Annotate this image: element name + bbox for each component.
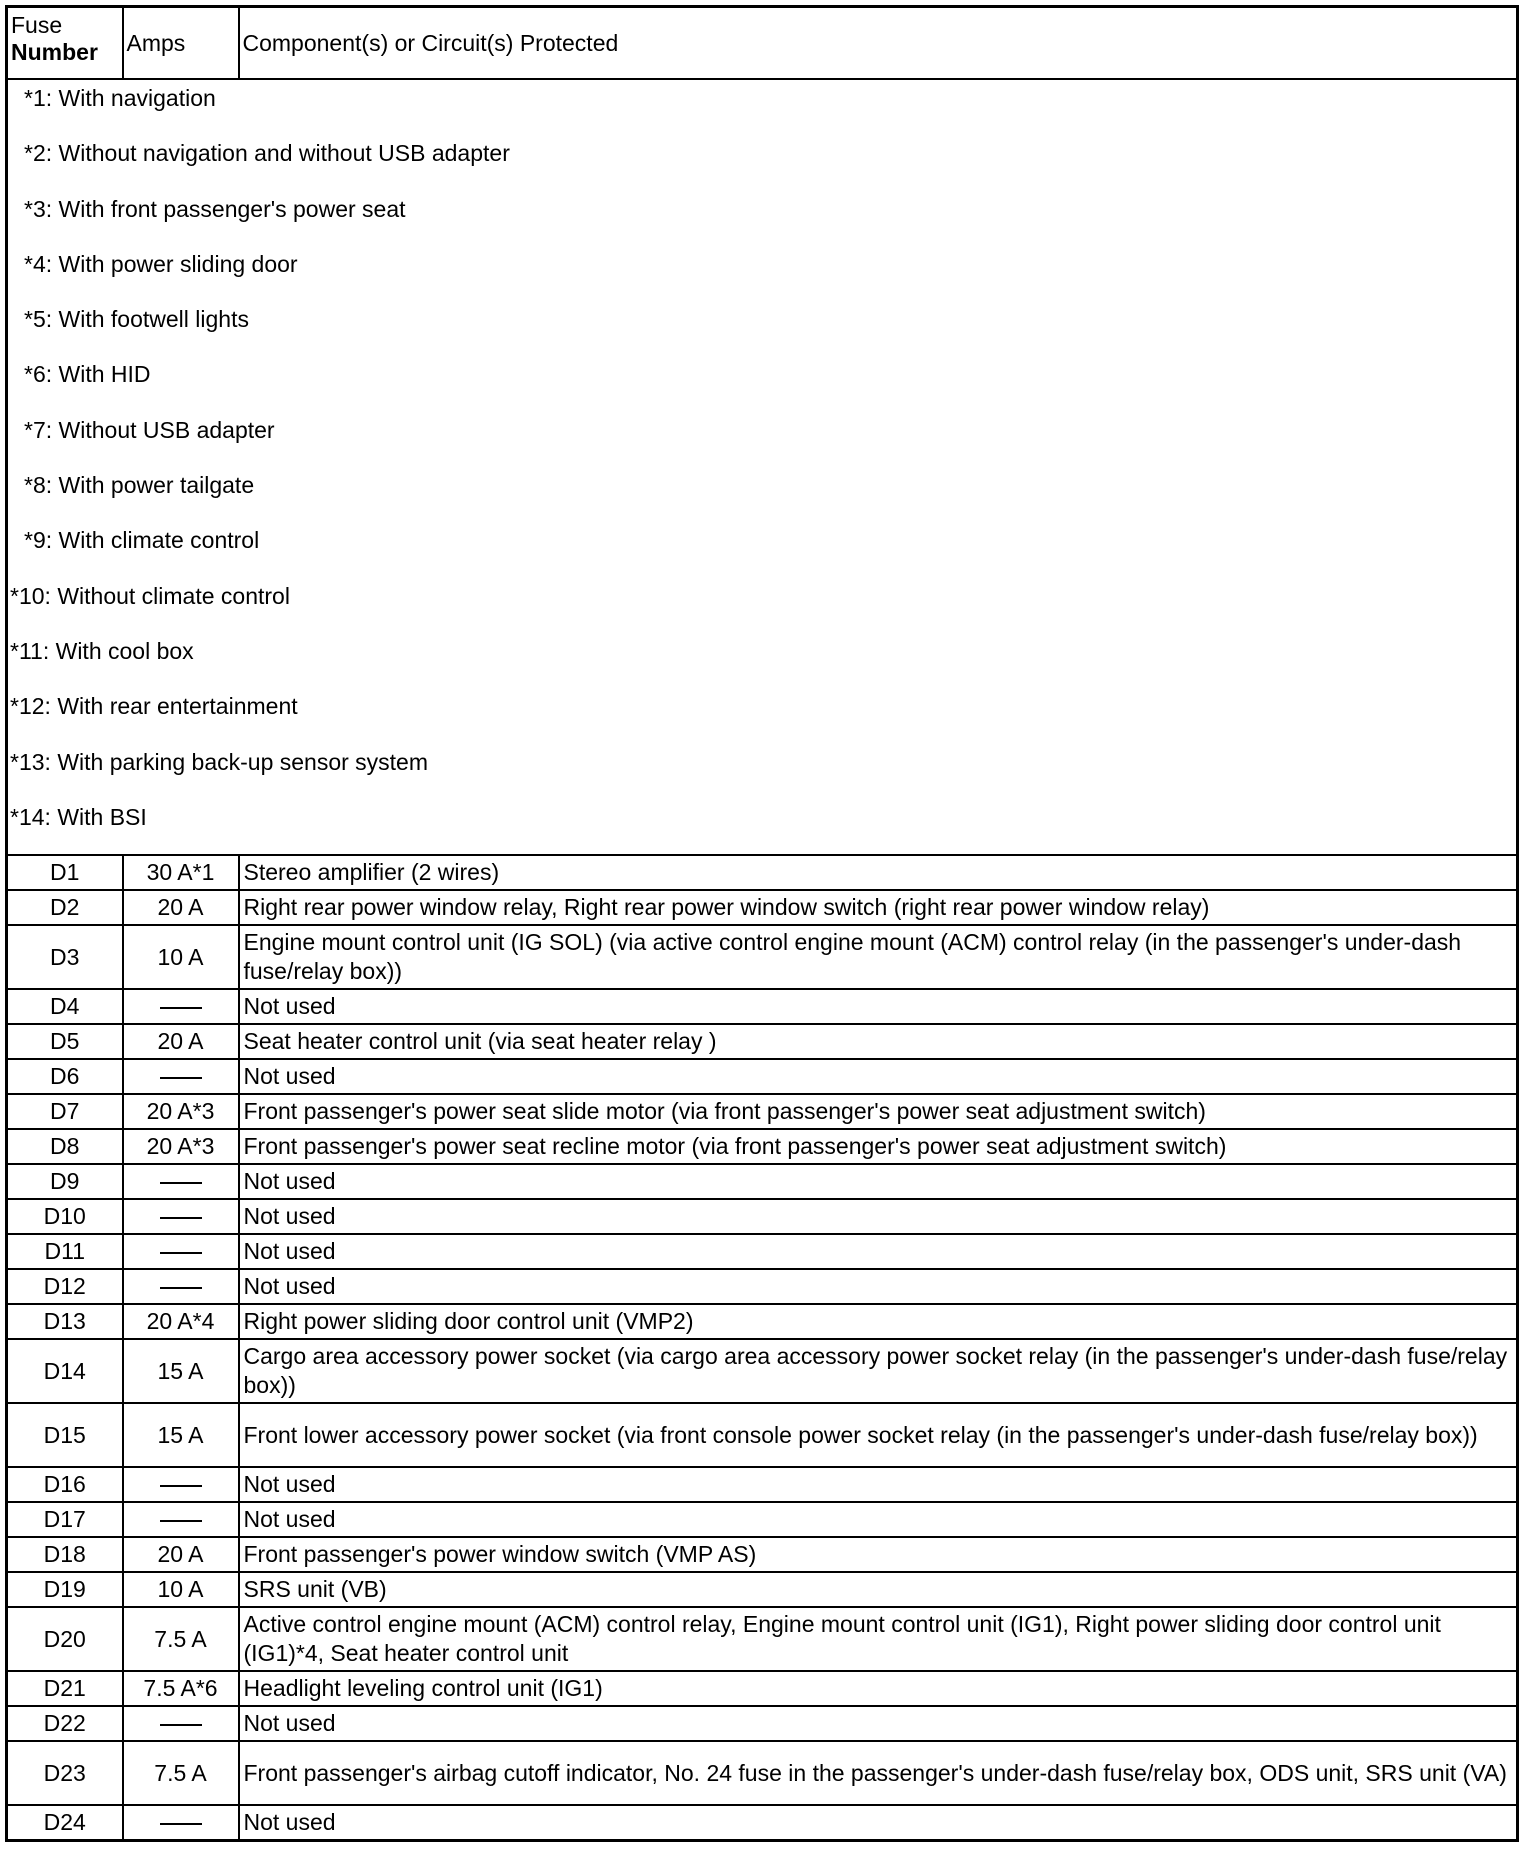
fuse-amps [123, 989, 239, 1024]
fuse-description: Not used [239, 1234, 1518, 1269]
fuse-rows [7, 855, 1518, 1841]
fuse-number: D22 [7, 1706, 123, 1741]
dash-mark [160, 1217, 202, 1219]
header-row [7, 7, 1518, 80]
fuse-row [7, 855, 1518, 890]
fuse-number: D6 [7, 1059, 123, 1094]
fuse-amps [123, 1805, 239, 1841]
fuse-description: Not used [239, 1805, 1518, 1841]
footnote: *3: With front passenger's power seat [24, 195, 406, 222]
fuse-amps: 10 A [123, 925, 239, 989]
dash-mark [160, 1007, 202, 1009]
fuse-row [7, 1706, 1518, 1741]
fuse-amps [123, 1059, 239, 1094]
fuse-description: Active control engine mount (ACM) control relay, Engine mount control unit (IG1), Right power sliding door control unit (IG1)*4, Seat heater control unit [239, 1607, 1518, 1671]
fuse-row [7, 1059, 1518, 1094]
header-component: Component(s) or Circuit(s) Protected [239, 7, 1518, 80]
dash-mark [160, 1485, 202, 1487]
fuse-description: Headlight leveling control unit (IG1) [239, 1671, 1518, 1706]
fuse-amps: 20 A [123, 1537, 239, 1572]
dash-mark [160, 1252, 202, 1254]
fuse-amps [123, 1234, 239, 1269]
fuse-row [7, 1024, 1518, 1059]
fuse-number: D18 [7, 1537, 123, 1572]
footnote: *10: Without climate control [10, 582, 290, 609]
fuse-table [5, 5, 1519, 1842]
header-fuse-number [7, 7, 123, 80]
fuse-number: D13 [7, 1304, 123, 1339]
header-fuse-line1: Fuse [11, 12, 63, 38]
fuse-description: Not used [239, 1706, 1518, 1741]
dash-mark [160, 1724, 202, 1726]
fuse-number: D20 [7, 1607, 123, 1671]
fuse-row [7, 1502, 1518, 1537]
header-fuse-line2: Number [11, 39, 98, 65]
fuse-number: D16 [7, 1467, 123, 1502]
fuse-row [7, 1164, 1518, 1199]
fuse-number: D2 [7, 890, 123, 925]
footnote: *11: With cool box [10, 637, 194, 664]
fuse-description: Not used [239, 1502, 1518, 1537]
fuse-amps: 20 A*3 [123, 1129, 239, 1164]
fuse-description: Not used [239, 1164, 1518, 1199]
footnote: *13: With parking back-up sensor system [10, 748, 429, 775]
fuse-description: Not used [239, 1269, 1518, 1304]
fuse-description: Engine mount control unit (IG SOL) (via active control engine mount (ACM) control relay (in the passenger's under-dash fuse/relay box)) [239, 925, 1518, 989]
fuse-number: D10 [7, 1199, 123, 1234]
footnote: *14: With BSI [10, 803, 147, 830]
fuse-number: D7 [7, 1094, 123, 1129]
fuse-number: D12 [7, 1269, 123, 1304]
fuse-description: Front passenger's power seat recline motor (via front passenger's power seat adjustment switch) [239, 1129, 1518, 1164]
footnote: *5: With footwell lights [24, 306, 249, 333]
fuse-description: Not used [239, 1059, 1518, 1094]
fuse-amps: 20 A*3 [123, 1094, 239, 1129]
footnote: *8: With power tailgate [24, 472, 255, 499]
fuse-row [7, 1805, 1518, 1841]
fuse-table-page [5, 5, 1516, 1842]
fuse-amps: 15 A [123, 1403, 239, 1467]
fuse-number: D11 [7, 1234, 123, 1269]
fuse-description: Front passenger's power seat slide motor (via front passenger's power seat adjustment switch) [239, 1094, 1518, 1129]
fuse-row [7, 1339, 1518, 1403]
fuse-number: D21 [7, 1671, 123, 1706]
fuse-amps [123, 1164, 239, 1199]
footnotes [7, 79, 1518, 855]
footnote: *12: With rear entertainment [10, 693, 298, 720]
fuse-amps: 20 A [123, 1024, 239, 1059]
fuse-amps [123, 1269, 239, 1304]
fuse-row [7, 1304, 1518, 1339]
fuse-number: D24 [7, 1805, 123, 1841]
fuse-amps: 15 A [123, 1339, 239, 1403]
fuse-number: D5 [7, 1024, 123, 1059]
fuse-number: D8 [7, 1129, 123, 1164]
fuse-row [7, 989, 1518, 1024]
fuse-description: Right power sliding door control unit (VMP2) [239, 1304, 1518, 1339]
header-amps: Amps [123, 7, 239, 80]
footnote: *9: With climate control [24, 527, 260, 554]
dash-mark [160, 1182, 202, 1184]
fuse-number: D19 [7, 1572, 123, 1607]
dash-mark [160, 1287, 202, 1289]
fuse-amps: 30 A*1 [123, 855, 239, 890]
fuse-number: D15 [7, 1403, 123, 1467]
fuse-description: Right rear power window relay, Right rear power window switch (right rear power window relay) [239, 890, 1518, 925]
fuse-row [7, 1572, 1518, 1607]
fuse-amps [123, 1502, 239, 1537]
fuse-amps [123, 1199, 239, 1234]
fuse-row [7, 890, 1518, 925]
fuse-row [7, 1199, 1518, 1234]
fuse-row [7, 1234, 1518, 1269]
fuse-amps: 7.5 A*6 [123, 1671, 239, 1706]
dash-mark [160, 1077, 202, 1079]
footnote: *4: With power sliding door [24, 250, 298, 277]
fuse-description: Stereo amplifier (2 wires) [239, 855, 1518, 890]
fuse-amps: 20 A*4 [123, 1304, 239, 1339]
fuse-description: Not used [239, 989, 1518, 1024]
fuse-description: Front passenger's power window switch (VMP AS) [239, 1537, 1518, 1572]
fuse-row [7, 1671, 1518, 1706]
fuse-row [7, 1607, 1518, 1671]
fuse-description: Front passenger's airbag cutoff indicator, No. 24 fuse in the passenger's under-dash fuse/relay box, ODS unit, SRS unit (VA) [239, 1741, 1518, 1805]
fuse-amps [123, 1467, 239, 1502]
fuse-row [7, 1129, 1518, 1164]
fuse-amps: 7.5 A [123, 1741, 239, 1805]
fuse-number: D9 [7, 1164, 123, 1199]
footnote: *6: With HID [24, 361, 151, 388]
footnote: *2: Without navigation and without USB adapter [24, 140, 510, 167]
fuse-number: D17 [7, 1502, 123, 1537]
notes-row [7, 79, 1518, 855]
fuse-description: Cargo area accessory power socket (via cargo area accessory power socket relay (in the passenger's under-dash fuse/relay box)) [239, 1339, 1518, 1403]
fuse-number: D23 [7, 1741, 123, 1805]
fuse-number: D3 [7, 925, 123, 989]
fuse-row [7, 1094, 1518, 1129]
fuse-row [7, 1269, 1518, 1304]
fuse-row [7, 1537, 1518, 1572]
fuse-amps: 7.5 A [123, 1607, 239, 1671]
footnote: *1: With navigation [24, 85, 216, 111]
fuse-description: Seat heater control unit (via seat heater relay ) [239, 1024, 1518, 1059]
fuse-row [7, 925, 1518, 989]
dash-mark [160, 1823, 202, 1825]
fuse-row [7, 1403, 1518, 1467]
fuse-amps [123, 1706, 239, 1741]
dash-mark [160, 1520, 202, 1522]
fuse-description: Not used [239, 1467, 1518, 1502]
fuse-number: D4 [7, 989, 123, 1024]
fuse-description: SRS unit (VB) [239, 1572, 1518, 1607]
fuse-description: Front lower accessory power socket (via front console power socket relay (in the passenger's under-dash fuse/relay box)) [239, 1403, 1518, 1467]
footnote: *7: Without USB adapter [24, 416, 275, 443]
fuse-row [7, 1741, 1518, 1805]
fuse-amps: 10 A [123, 1572, 239, 1607]
fuse-number: D1 [7, 855, 123, 890]
fuse-description: Not used [239, 1199, 1518, 1234]
fuse-amps: 20 A [123, 890, 239, 925]
fuse-number: D14 [7, 1339, 123, 1403]
fuse-row [7, 1467, 1518, 1502]
